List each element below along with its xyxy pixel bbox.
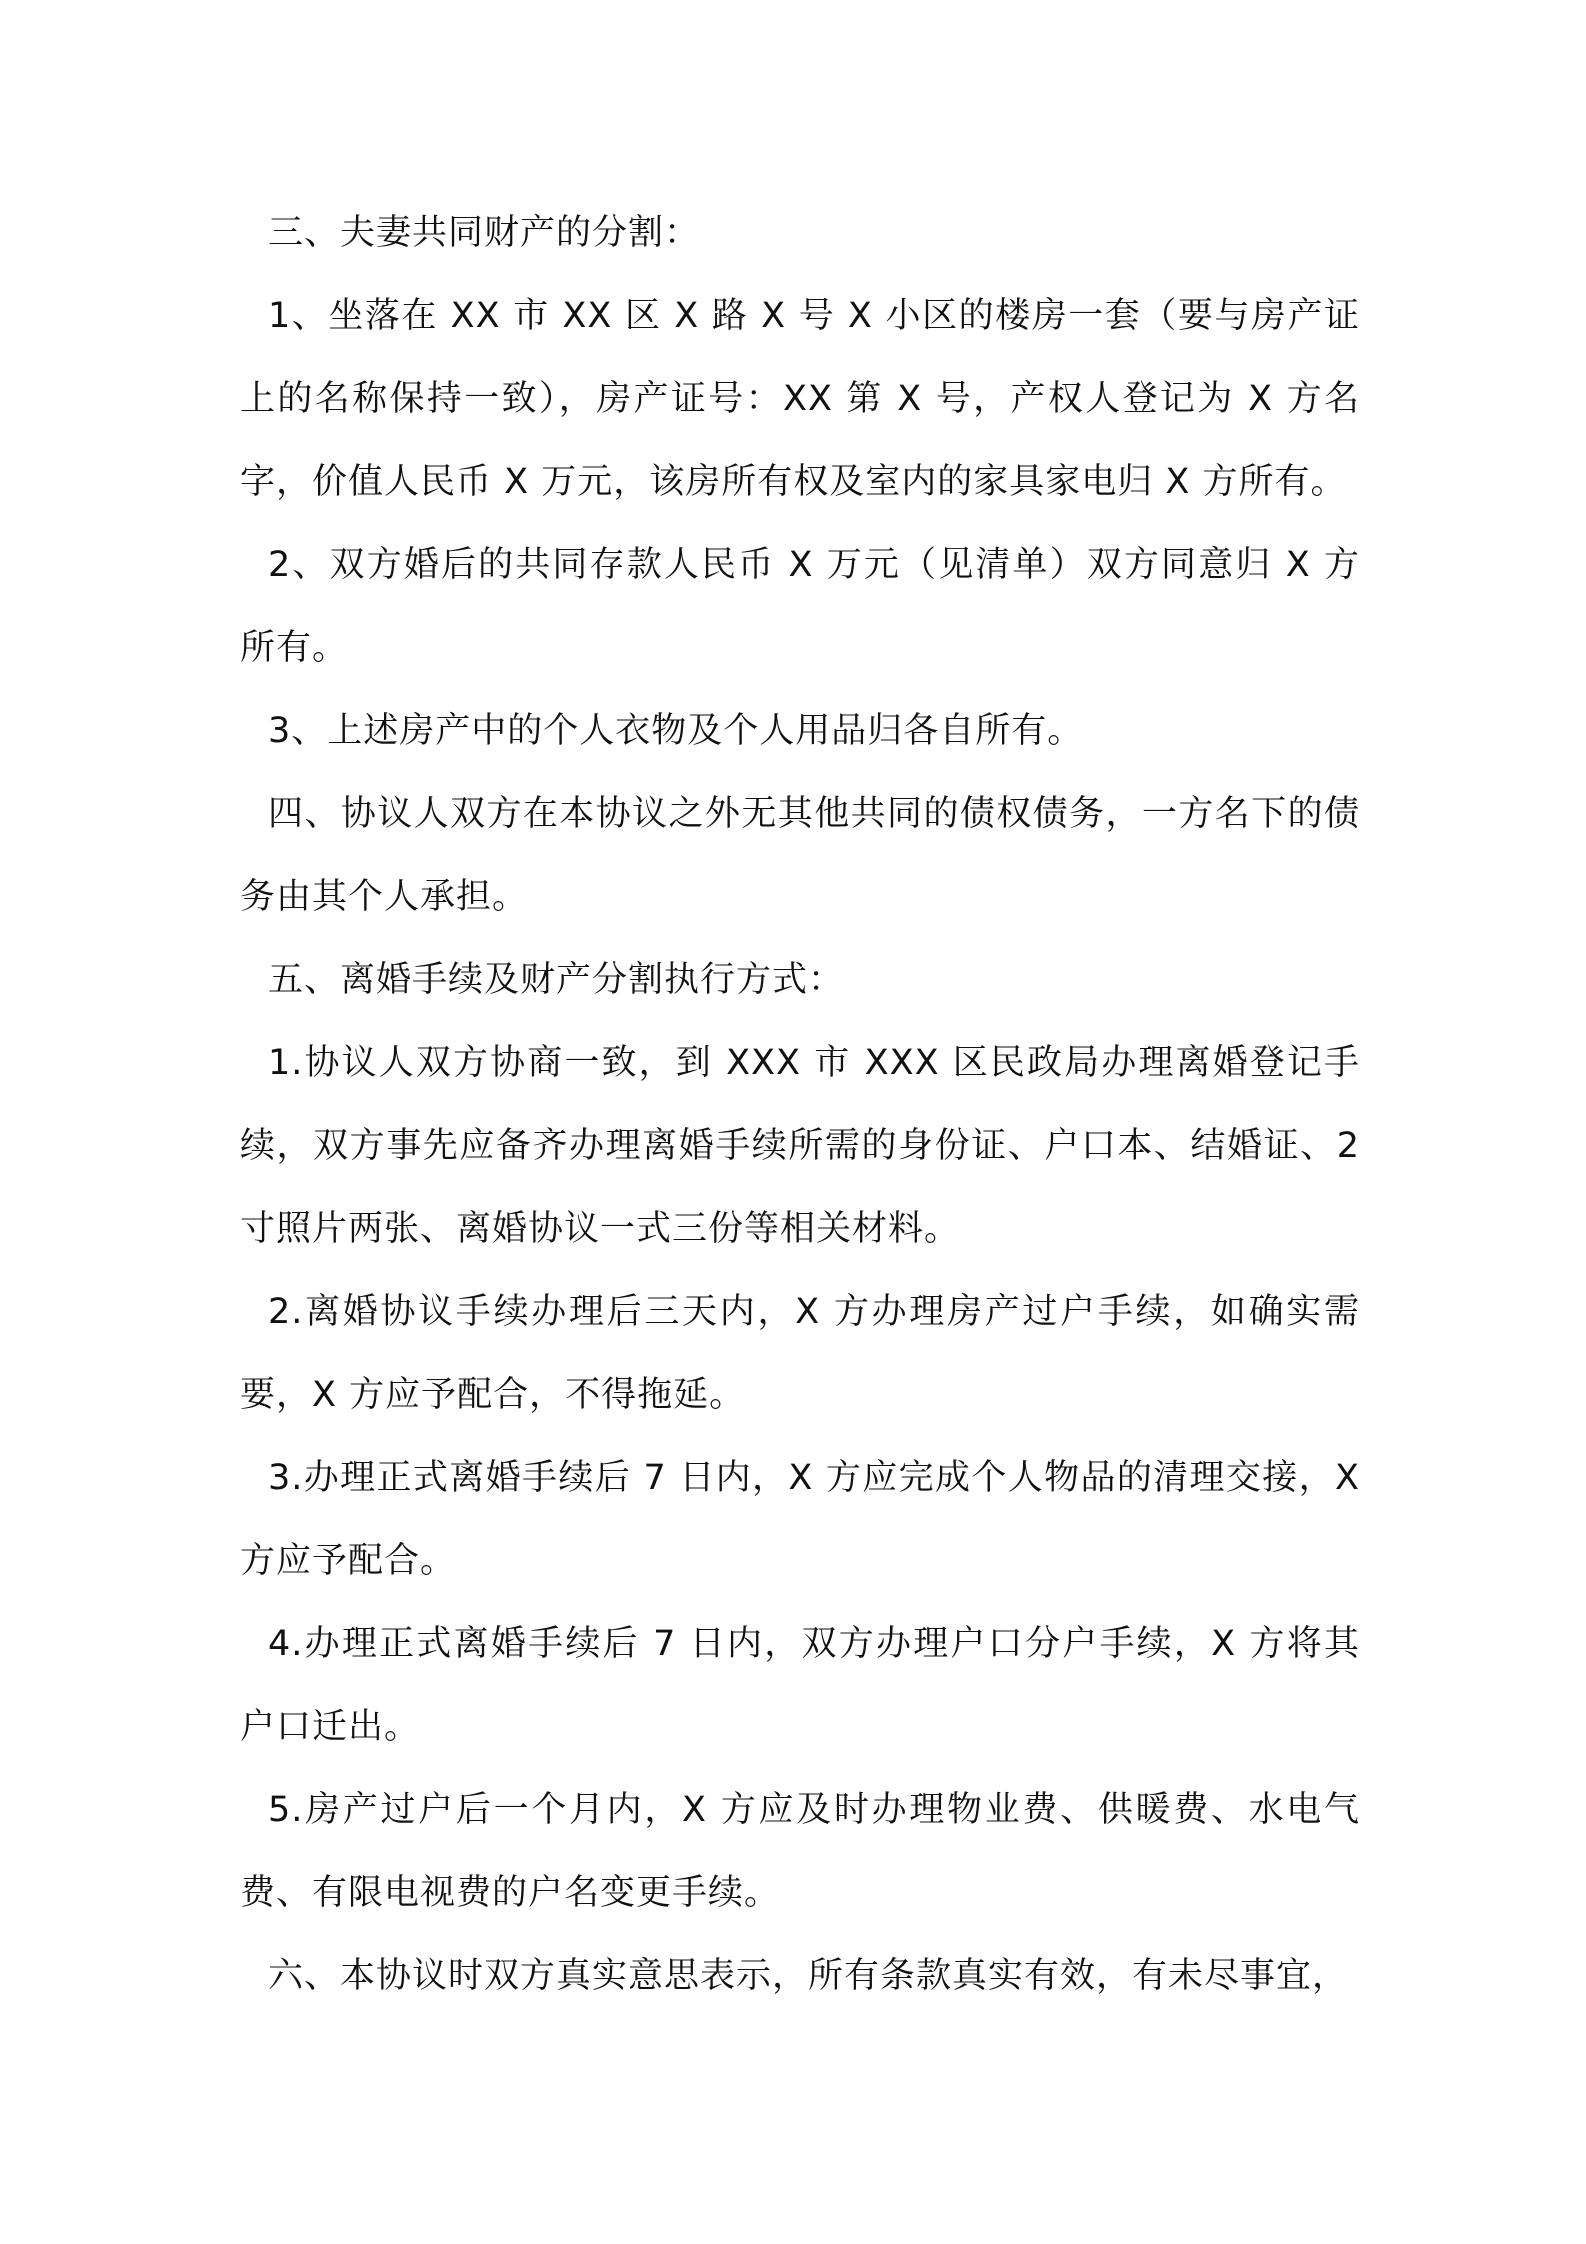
clause-5-1-registration: 1.协议人双方协商一致，到 XXX 市 XXX 区民政局办理离婚登记手续，双方事先应备齐办理离婚手续所需的身份证、户口本、结婚证、2 寸照片两张、离婚协议一式三份等相关材料。 [240,1043,1360,1249]
clause-5-4-household-registration: 4.办理正式离婚手续后 7 日内，双方办理户口分户手续，X 方将其户口迁出。 [240,1624,1360,1747]
section-six-validity: 六、本协议时双方真实意思表示，所有条款真实有效，有未尽事宜， [268,1956,1349,1996]
clause-5-2-property-transfer: 2.离婚协议手续办理后三天内，X 方办理房产过户手续，如确实需要，X 方应予配合，不得拖延。 [240,1292,1360,1415]
section-four-debts: 四、协议人双方在本协议之外无其他共同的债权债务，一方名下的债务由其个人承担。 [240,794,1360,917]
clause-3-2-savings: 2、双方婚后的共同存款人民币 X 万元（见清单）双方同意归 X 方所有。 [240,545,1360,668]
section-three-heading: 三、夫妻共同财产的分割： [268,213,701,253]
agreement-body [240,192,1360,2018]
clause-3-1-house: 1、坐落在 XX 市 XX 区 X 路 X 号 X 小区的楼房一套（要与房产证上的名称保持一致），房产证号：XX 第 X 号，产权人登记为 X 方名字，价值人民币 X 万元，该房所有权及室内的家具家电归 X 方所有。 [240,296,1360,502]
clause-5-5-utility-name-change: 5.房产过户后一个月内，X 方应及时办理物业费、供暖费、水电气费、有限电视费的户名变更手续。 [240,1790,1360,1913]
clause-5-3-belongings-handover: 3.办理正式离婚手续后 7 日内，X 方应完成个人物品的清理交接，X 方应予配合。 [240,1458,1360,1581]
section-five-heading: 五、离婚手续及财产分割执行方式： [268,960,845,1000]
clause-3-3-personal-items: 3、上述房产中的个人衣物及个人用品归各自所有。 [268,711,1084,751]
